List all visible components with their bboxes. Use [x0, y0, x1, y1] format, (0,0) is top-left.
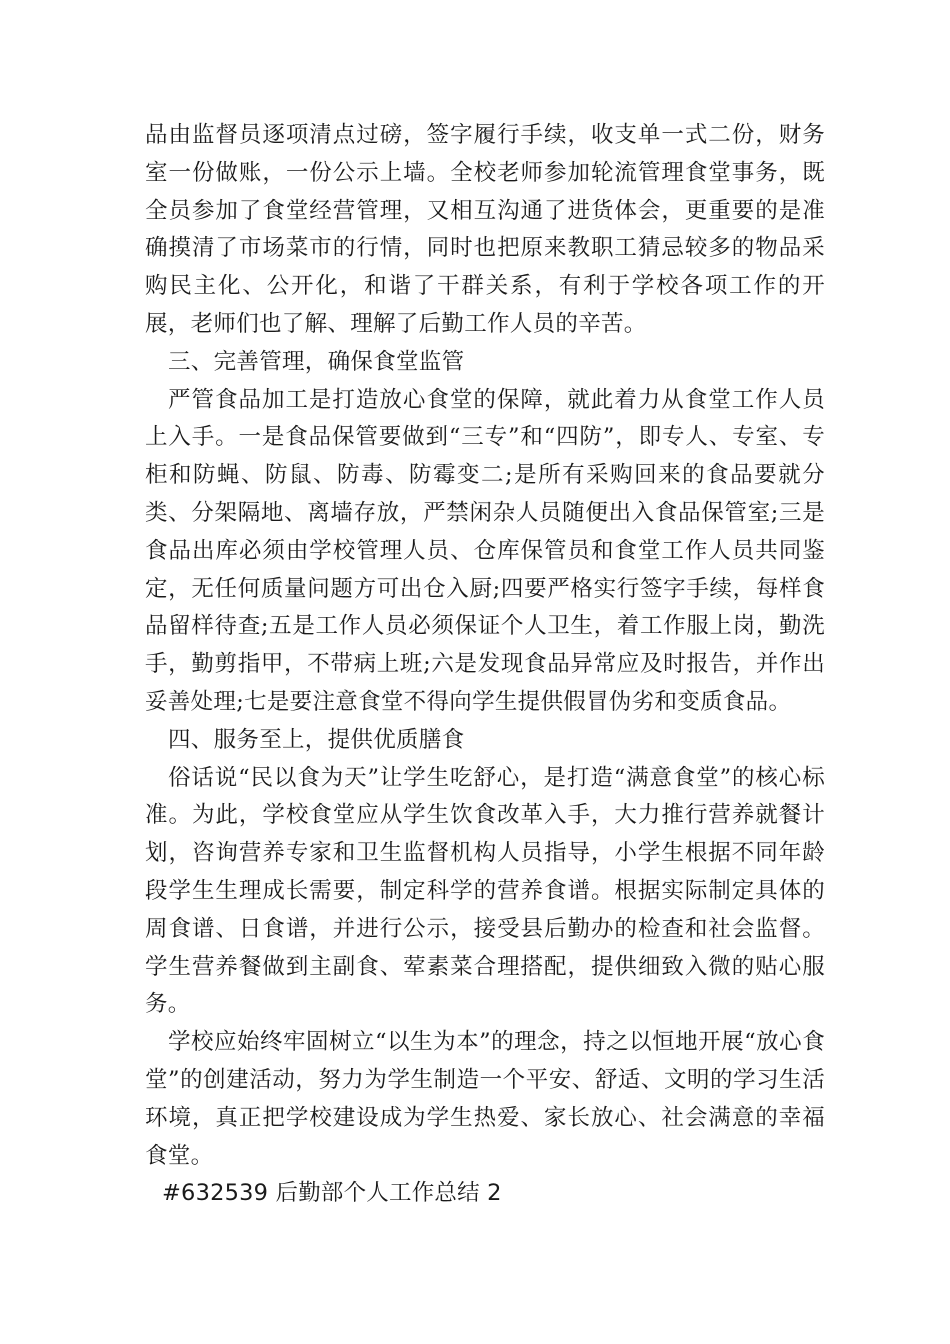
- paragraph-conclusion: 学校应始终牢固树立“以生为本”的理念，持之以恒地开展“放心食堂”的创建活动，努力为学生制造一个平安、舒适、文明的学习生活环境，真正把学校建设成为学生热爱、家长放心、社会满意的幸福食堂。: [145, 1029, 825, 1169]
- paragraph-nutrition-service: 俗话说“民以食为天”让学生吃舒心，是打造“满意食堂”的核心标准。为此，学校食堂应从学生饮食改革入手，大力推行营养就餐计划，咨询营养专家和卫生监督机构人员指导，小学生根据不同年龄段学生生理成长需要，制定科学的营养食谱。根据实际制定具体的周食谱、日食谱，并进行公示，接受县后勤办的检查和社会监督。学生营养餐做到主副食、荤素菜合理搭配，提供细致入微的贴心服务。: [145, 764, 825, 1018]
- document-page: [145, 117, 825, 1213]
- next-document-title: #632539 后勤部个人工作总结 2: [162, 1180, 502, 1207]
- section-heading-4: 四、服务至上，提供优质膳食: [168, 726, 465, 753]
- paragraph-procurement: 品由监督员逐项清点过磅，签字履行手续，收支单一式二份，财务室一份做账，一份公示上墙。全校老师参加轮流管理食堂事务，既全员参加了食堂经营管理，又相互沟通了进货体会，更重要的是准确摸清了市场菜市的行情，同时也把原来教职工猜忌较多的物品采购民主化、公开化，和谐了干群关系，有利于学校各项工作的开展，老师们也了解、理解了后勤工作人员的辛苦。: [145, 122, 825, 337]
- section-heading-3: 三、完善管理，确保食堂监管: [168, 348, 465, 375]
- paragraph-food-management: 严管食品加工是打造放心食堂的保障，就此着力从食堂工作人员上入手。一是食品保管要做到“三专”和“四防”，即专人、专室、专柜和防蝇、防鼠、防毒、防霉变二;是所有采购回来的食品要就分类、分架隔地、离墙存放，严禁闲杂人员随便出入食品保管室;三是食品出库必须由学校管理人员、仓库保管员和食堂工作人员共同鉴定，无任何质量问题方可出仓入厨;四要严格实行签字手续，每样食品留样待查;五是工作人员必须保证个人卫生，着工作服上岗，勤洗手，勤剪指甲，不带病上班;六是发现食品异常应及时报告，并作出妥善处理;七是要注意食堂不得向学生提供假冒伪劣和变质食品。: [145, 386, 825, 715]
